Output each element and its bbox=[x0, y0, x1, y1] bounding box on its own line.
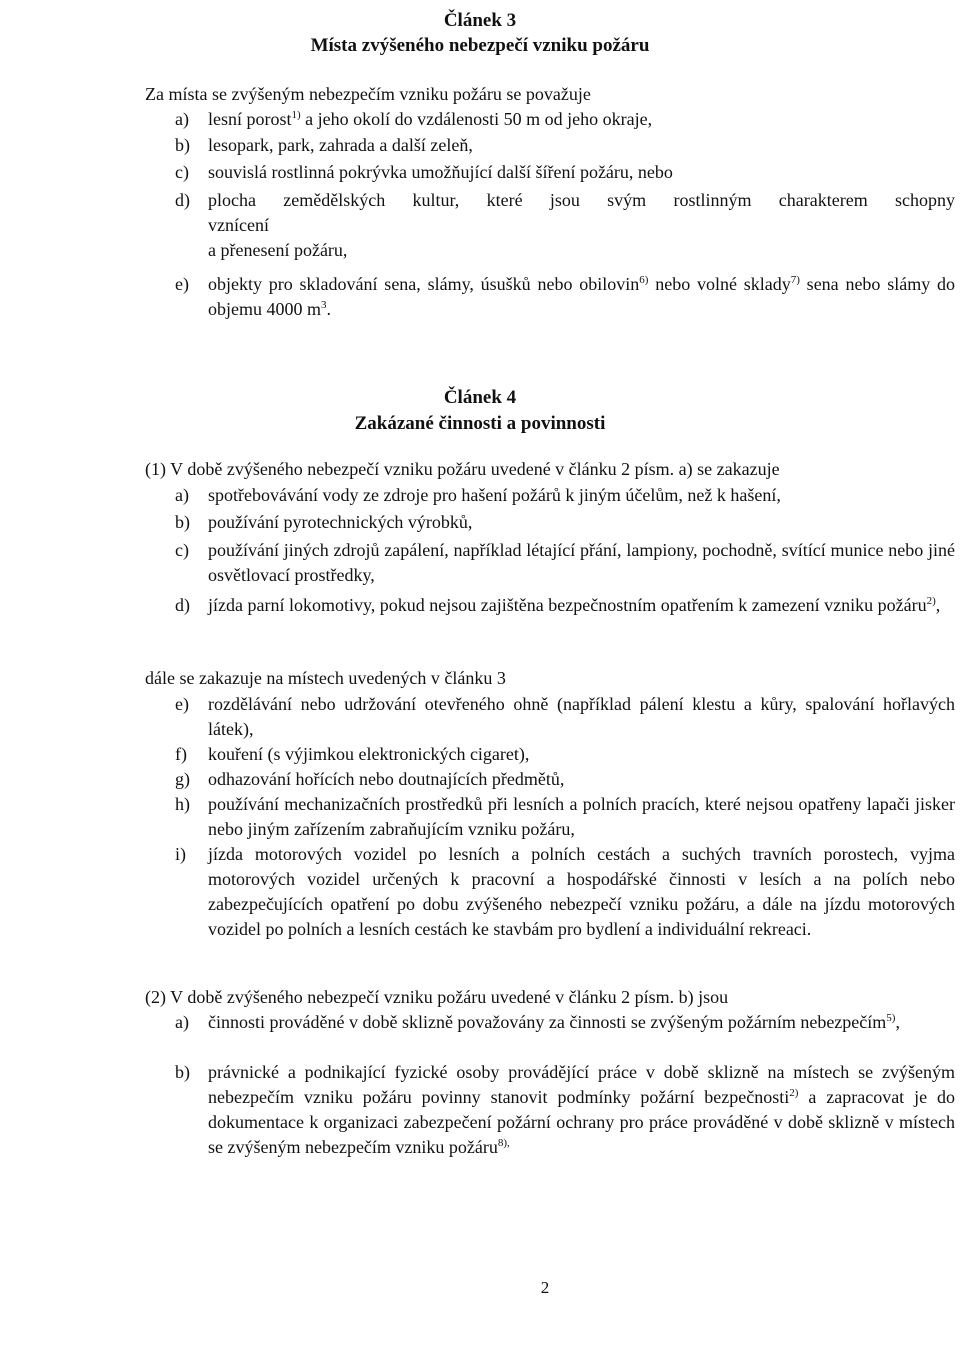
article-3-number: Článek 3 bbox=[443, 10, 517, 31]
item-text: rozdělávání nebo udržování otevřeného ohně (například pálení klestu a kůry, spalování hořlavých látek), bbox=[208, 694, 955, 739]
article-4-title: Zakázané činnosti a povinnosti bbox=[354, 413, 606, 434]
item-text: jízda motorových vozidel po lesních a polních cestách a suchých travních porostech, vyjma motorových vozidel určených k pracovní a hospodářské činnosti v lesích a na polích nebo zabezpečujících opatření po dobu zvýšeného nebezpečí vzniku požáru, a dále na jízdu motorových vozidel po polních a lesních cestách ke stavbám pro bydlení a individuální rekreaci. bbox=[208, 844, 955, 939]
item-label: e) bbox=[175, 274, 189, 294]
item-label: f) bbox=[175, 744, 187, 764]
item-label: d) bbox=[175, 595, 190, 615]
item-label: b) bbox=[175, 512, 190, 532]
item-text: používání mechanizačních prostředků při lesních a polních pracích, které nejsou opatřeny lapači jisker nebo jiným zařízením zabraňujícím vzniku požáru, bbox=[208, 794, 955, 839]
item-label: c) bbox=[175, 540, 189, 560]
section-1-item-e bbox=[175, 692, 955, 742]
article-3-item-d bbox=[175, 188, 955, 263]
item-text: spotřebovávání vody ze zdroje pro hašení požárů k jiným účelům, než k hašení, bbox=[208, 485, 781, 505]
item-text-line-3: a přenesení požáru, bbox=[208, 240, 348, 260]
item-text: souvislá rostlinná pokrývka umožňující další šíření požáru, nebo bbox=[208, 162, 673, 182]
page-number: 2 bbox=[540, 1278, 550, 1297]
item-text: lesní porost$^{1)}$ a jeho okolí do vzdálenosti 50 m od jeho okraje, bbox=[208, 109, 653, 129]
section-1-item-i bbox=[175, 842, 955, 942]
item-label: b) bbox=[175, 1062, 190, 1082]
item-text: činnosti prováděné v době sklizně považovány za činnosti se zvýšeným požárním nebezpečím$^{5)}$, bbox=[208, 1012, 900, 1032]
article-3-intro: Za místa se zvýšeným nebezpečím vzniku požáru se považuje bbox=[145, 84, 591, 104]
item-text-line-1: plocha zemědělských kultur, které jsou svým rostlinným charakterem schopny bbox=[208, 190, 955, 210]
section-1-intro: (1) V době zvýšeného nebezpečí vzniku požáru uvedené v článku 2 písm. a) se zakazuje bbox=[145, 459, 780, 479]
section-2-item-a bbox=[175, 1010, 955, 1035]
article-3-title: Místa zvýšeného nebezpečí vzniku požáru bbox=[310, 35, 650, 56]
section-2-item-b bbox=[175, 1060, 955, 1160]
item-label: a) bbox=[175, 1012, 189, 1032]
section-1-item-h bbox=[175, 792, 955, 842]
item-text: kouření (s výjimkou elektronických cigaret), bbox=[208, 744, 530, 764]
item-label: i) bbox=[175, 844, 186, 864]
section-2-intro: (2) V době zvýšeného nebezpečí vzniku požáru uvedené v článku 2 písm. b) jsou bbox=[145, 987, 729, 1007]
item-label: a) bbox=[175, 109, 189, 129]
article-3-item-e bbox=[175, 272, 955, 322]
item-label: e) bbox=[175, 694, 189, 714]
item-label: h) bbox=[175, 794, 190, 814]
section-1-item-a bbox=[175, 483, 955, 508]
article-3-item-a bbox=[175, 107, 955, 132]
item-label: g) bbox=[175, 769, 190, 789]
item-text: objekty pro skladování sena, slámy, úsušků nebo obilovin$^{6)}$ nebo volné sklady$^{7)}$ sena nebo slámy do objemu 4000 $m^3$. bbox=[208, 274, 955, 319]
article-3-item-b bbox=[175, 133, 955, 158]
item-label: d) bbox=[175, 190, 190, 210]
section-1-item-b bbox=[175, 510, 955, 535]
item-label: c) bbox=[175, 162, 189, 182]
item-text-line-2: vznícení bbox=[208, 215, 269, 235]
article-3-item-c bbox=[175, 160, 955, 185]
item-text: používání pyrotechnických výrobků, bbox=[208, 512, 473, 532]
section-1-continuation: dále se zakazuje na místech uvedených v článku 3 bbox=[145, 668, 506, 688]
section-1-item-d bbox=[175, 593, 955, 618]
item-label: b) bbox=[175, 135, 190, 155]
item-text: odhazování hořících nebo doutnajících předmětů, bbox=[208, 769, 565, 789]
item-text: právnické a podnikající fyzické osoby provádějící práce v době sklizně na místech se zvýšeným nebezpečím vzniku požáru povinny stanovit podmínky požární bezpečnosti$^{2)}$ a zapracovat je do dokumentace k organizaci zabezpečení požární ochrany pro práce prováděné v době sklizně v místech se zvýšeným nebezpečím vzniku požáru$^{8),}$ bbox=[208, 1062, 955, 1157]
section-1-item-c bbox=[175, 538, 955, 588]
item-text: lesopark, park, zahrada a další zeleň, bbox=[208, 135, 473, 155]
item-text: jízda parní lokomotivy, pokud nejsou zajištěna bezpečnostním opatřením k zamezení vzniku požáru$^{2)}$, bbox=[208, 595, 941, 615]
section-1-item-g bbox=[175, 767, 955, 792]
article-4-number: Článek 4 bbox=[443, 387, 517, 408]
item-text: používání jiných zdrojů zapálení, například létající přání, lampiony, pochodně, svítící munice nebo jiné osvětlovací prostředky, bbox=[208, 540, 955, 585]
section-1-item-f bbox=[175, 742, 955, 767]
item-label: a) bbox=[175, 485, 189, 505]
